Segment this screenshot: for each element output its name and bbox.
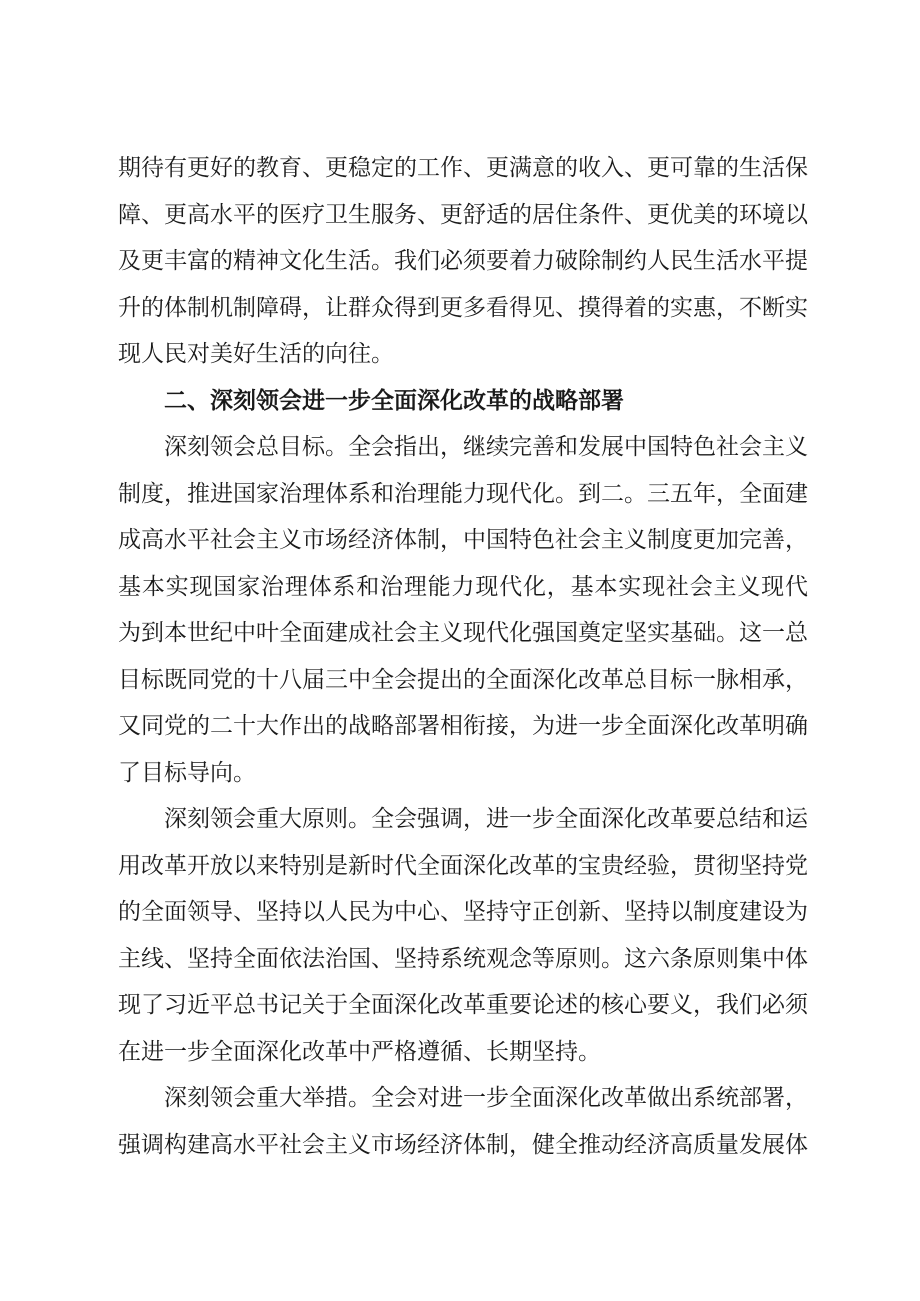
text-line: 强调构建高水平社会主义市场经济体制，健全推动经济高质量发展体 (118, 1131, 808, 1158)
paragraph-start-line: 深刻领会重大举措。全会对进一步全面深化改革做出系统部署， (164, 1085, 808, 1111)
text-line: 期待有更好的教育、更稳定的工作、更满意的收入、更可靠的生活保 (118, 155, 808, 181)
text-line: 制度，推进国家治理体系和治理能力现代化。到二。三五年，全面建 (118, 480, 808, 507)
text-line: 基本实现国家治理体系和治理能力现代化，基本实现社会主义现代 (118, 573, 808, 600)
text-line: 障、更高水平的医疗卫生服务、更舒适的居住条件、更优美的环境以 (118, 201, 808, 228)
text-line: 现了习近平总书记关于全面深化改革重要论述的核心要义，我们必须 (118, 992, 808, 1018)
document-body (118, 145, 808, 1168)
text-line: 用改革开放以来特别是新时代全面深化改革的宝贵经验，贯彻坚持党 (118, 852, 808, 879)
text-line: 主线、坚持全面依法治国、坚持系统观念等原则。这六条原则集中体 (118, 945, 808, 972)
text-line: 在进一步全面深化改革中严格遵循、长期坚持。 (118, 1038, 601, 1065)
text-line: 又同党的二十大作出的战略部署相衔接，为进一步全面深化改革明确 (118, 713, 808, 739)
paragraph-start-line: 深刻领会总目标。全会指出，继续完善和发展中国特色社会主义 (164, 434, 808, 460)
section-heading: 二、深刻领会进一步全面深化改革的战略部署 (164, 387, 624, 414)
text-line: 目标既同党的十八届三中全会提出的全面深化改革总目标一脉相承， (118, 666, 808, 693)
text-line: 及更丰富的精神文化生活。我们必须要着力破除制约人民生活水平提 (118, 248, 808, 274)
text-line: 现人民对美好生活的向往。 (118, 341, 394, 367)
text-line: 了目标导向。 (118, 759, 256, 786)
text-line: 成高水平社会主义市场经济体制，中国特色社会主义制度更加完善， (118, 527, 808, 553)
text-line: 为到本世纪中叶全面建成社会主义现代化强国奠定坚实基础。这一总 (118, 620, 808, 646)
text-line: 升的体制机制障碍，让群众得到更多看得见、摸得着的实惠，不断实 (118, 294, 808, 321)
text-line: 的全面领导、坚持以人民为中心、坚持守正创新、坚持以制度建设为 (118, 899, 808, 925)
paragraph-start-line: 深刻领会重大原则。全会强调，进一步全面深化改革要总结和运 (164, 806, 808, 832)
